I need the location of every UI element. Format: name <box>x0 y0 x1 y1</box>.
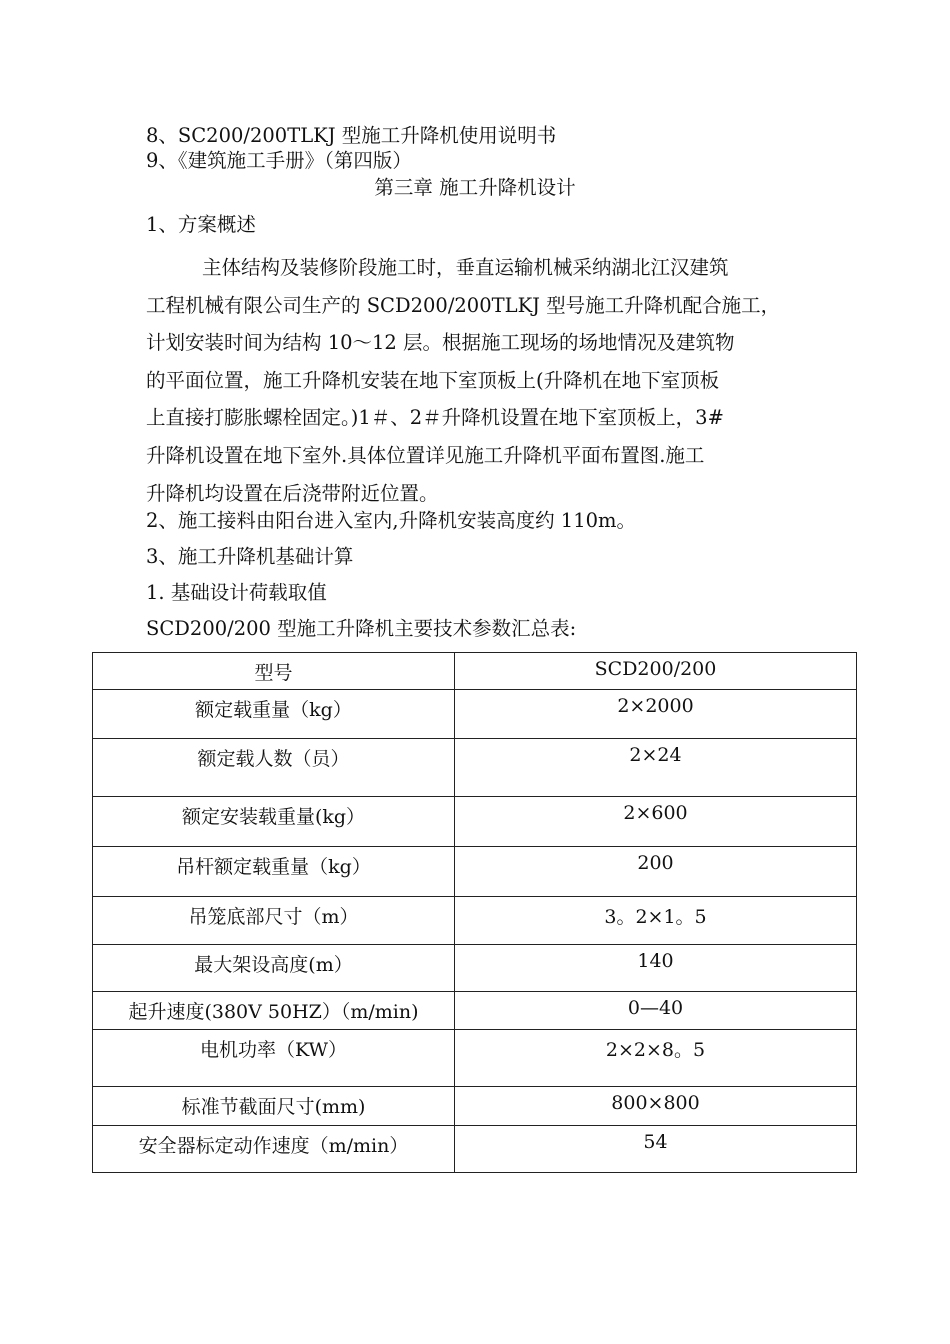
table-row <box>93 992 857 1030</box>
paragraph-line: 升降机均设置在后浇带附近位置。 <box>146 481 439 505</box>
table-cell-label: 额定安装载重量(kg） <box>93 797 455 847</box>
table-row <box>93 1030 857 1087</box>
table-cell-value: 2×2×8。5 <box>455 1030 857 1087</box>
table-cell-value: 3。2×1。5 <box>455 897 857 945</box>
reference-item-9: 9、《建筑施工手册》（第四版） <box>146 149 412 172</box>
table-cell-label: 额定载重量（kg） <box>93 690 455 739</box>
table-cell-label: 电机功率（KW） <box>93 1030 455 1087</box>
paragraph-line: 工程机械有限公司生产的 SCD200/200TLKJ 型号施工升降机配合施工， <box>146 293 781 317</box>
table-row <box>93 1126 857 1173</box>
table-cell-value: 54 <box>455 1126 857 1173</box>
chapter-title-text: 第三章 施工升降机设计 <box>374 176 576 199</box>
paragraph-line: 计划安装时间为结构 10～12 层。根据施工现场的场地情况及建筑物 <box>146 331 735 355</box>
paragraph-line: 升降机设置在地下室外.具体位置详见施工升降机平面布置图.施工 <box>146 443 705 467</box>
table-cell-value: 2×2000 <box>455 690 857 739</box>
table-cell-value: 800×800 <box>455 1087 857 1126</box>
table-cell-label: 起升速度(380V 50HZ）（m/min) <box>93 992 455 1030</box>
section-heading-overview: 1、方案概述 <box>146 213 256 236</box>
table-row <box>93 797 857 847</box>
paragraph-line: 上直接打膨胀螺栓固定。)1＃、2＃升降机设置在地下室顶板上，3# <box>146 406 724 430</box>
table-cell-label: 安全器标定动作速度（m/min） <box>93 1126 455 1173</box>
table-cell-label: 额定载人数（员） <box>93 739 455 797</box>
table-cell-label: 标准节截面尺寸(mm) <box>93 1087 455 1126</box>
table-caption: SCD200/200 型施工升降机主要技术参数汇总表: <box>146 617 577 640</box>
parameters-table <box>92 652 857 1173</box>
subsection-heading-load: 1. 基础设计荷载取值 <box>146 581 327 604</box>
table-row <box>93 897 857 945</box>
table-row <box>93 1087 857 1126</box>
table-row <box>93 690 857 739</box>
reference-item-8: 8、SC200/200TLKJ 型施工升降机使用说明书 <box>146 124 557 147</box>
section-receiving-text: 2、施工接料由阳台进入室内,升降机安装高度约 110m。 <box>146 509 637 532</box>
paragraph-line: 主体结构及装修阶段施工时，垂直运输机械采纳湖北江汉建筑 <box>202 256 729 279</box>
table-cell-value: 2×600 <box>455 797 857 847</box>
table-row <box>93 739 857 797</box>
table-cell-value: 0—40 <box>455 992 857 1030</box>
paragraph-line: 的平面位置，施工升降机安装在地下室顶板上(升降机在地下室顶板 <box>146 368 720 392</box>
chapter-title <box>0 178 950 198</box>
overview-paragraph <box>146 249 816 512</box>
table-cell-value: 140 <box>455 945 857 992</box>
table-cell-value: SCD200/200 <box>455 653 857 690</box>
table-cell-label: 型号 <box>93 653 455 690</box>
table-row <box>93 653 857 690</box>
table-row <box>93 847 857 897</box>
table-cell-label: 最大架设高度(m） <box>93 945 455 992</box>
section-heading-foundation: 3、施工升降机基础计算 <box>146 545 354 568</box>
table-cell-value: 2×24 <box>455 739 857 797</box>
table-cell-value: 200 <box>455 847 857 897</box>
table-row <box>93 945 857 992</box>
table-cell-label: 吊笼底部尺寸（m） <box>93 897 455 945</box>
table-cell-label: 吊杆额定载重量（kg） <box>93 847 455 897</box>
